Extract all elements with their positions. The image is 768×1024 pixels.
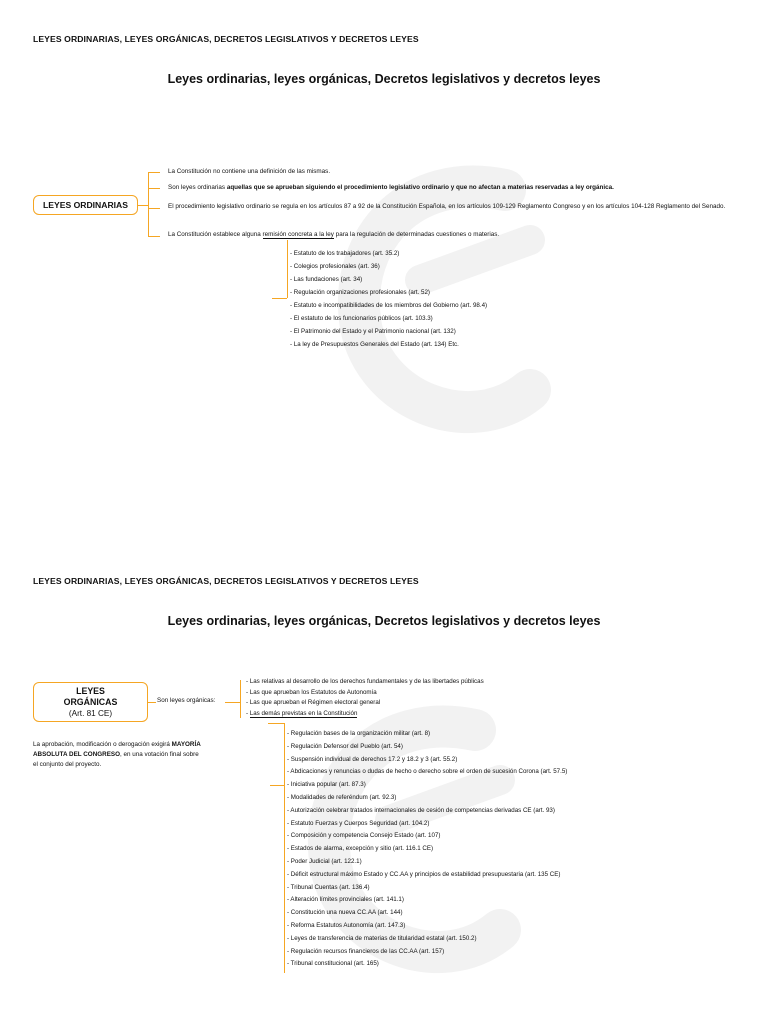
connector-line [148, 172, 149, 236]
connector-line [240, 680, 241, 718]
list-item: - Regulación Defensor del Pueblo (art. 54) [287, 742, 403, 750]
list-item: - Iniciativa popular (art. 87.3) [287, 781, 366, 789]
connector-line [148, 188, 160, 189]
list-item: - El Patrimonio del Estado y el Patrimonio nacional (art. 132) [290, 328, 456, 335]
page-header: LEYES ORDINARIAS, LEYES ORGÁNICAS, DECRETOS LEGISLATIVOS Y DECRETOS LEYES [33, 576, 419, 586]
connector-line [225, 702, 240, 703]
branch-remision [168, 230, 499, 239]
list-item: - Colegios profesionales (art. 36) [290, 263, 380, 270]
list-connector-line [272, 298, 287, 299]
list-item: - Reforma Estatutos Autonomía (art. 147.3) [287, 921, 406, 929]
branch-definition: La Constitución no contiene una definición de las mismas. [168, 168, 331, 175]
list-item: - Poder Judicial (art. 122.1) [287, 857, 362, 865]
list-item: - Las relativas al desarrollo de los derechos fundamentales y de las libertades públicas [246, 678, 484, 685]
list-item: - La ley de Presupuestos Generales del Estado (art. 134) Etc. [290, 341, 459, 348]
box-label: LEYES ORDINARIAS [43, 200, 128, 210]
connector-line [148, 702, 156, 703]
branch-remision-underlined: remisión concreta a la ley [262, 231, 334, 238]
branch-concept-bold: aquellas que se aprueban siguiendo el procedimiento legislativo ordinario y que no afectan a materias reservadas a ley orgánica. [226, 184, 614, 191]
note-text: La aprobación, modificación o derogación exigirá [33, 741, 172, 748]
list-connector-line [270, 785, 284, 786]
branch-concept [168, 183, 614, 192]
list-item: - Regulación recursos financieros de las CC.AA (art. 157) [287, 947, 445, 955]
connector-line [148, 172, 160, 173]
leyes-ordinarias-box [33, 195, 138, 215]
note-text-end: , en una votación final sobre el conjunto del proyecto. [33, 751, 199, 769]
approval-note [33, 740, 203, 770]
connector-line [148, 208, 160, 209]
remision-list [290, 247, 487, 351]
branch-remision-text: La Constitución establece alguna [168, 231, 263, 238]
list-item: - Regulación bases de la organización militar (art. 8) [287, 730, 431, 737]
branch-procedure: El procedimiento legislativo ordinario se regula en los artículos 87 a 92 de la Constitución Española, en los artículos 109-129 Reglamento Congreso y en los artículos 104-128 Reglamento del Senado. [168, 203, 726, 210]
list-item-underlined: Las demás previstas en la Constitución [249, 709, 358, 717]
list-connector-line [287, 240, 288, 298]
list-item: - Las que aprueban el Régimen electoral general [246, 699, 381, 706]
box-line-2: ORGÁNICAS [63, 696, 118, 707]
list-item: - Estados de alarma, excepción y sitio (art. 116.1 CE) [287, 845, 434, 853]
list-item: - Suspensión individual de derechos 17.2 y 18.2 y 3 (art. 55.2) [287, 755, 458, 763]
list-item: - Las que aprueban los Estatutos de Autonomía [246, 688, 377, 696]
box-line-3: (Art. 81 CE) [68, 708, 113, 718]
list-item: - Regulación organizaciones profesionales (art. 52) [290, 289, 430, 296]
page-title: Leyes ordinarias, leyes orgánicas, Decretos legislativos y decretos leyes [167, 614, 601, 628]
list-item: - Leyes de transferencia de materias de titularidad estatal (art. 150.2) [287, 934, 477, 942]
list-item: - Las fundaciones (art. 34) [290, 276, 363, 283]
list-item: - Tribunal constitucional (art. 165) [287, 960, 379, 968]
list-connector-line [268, 723, 284, 724]
list-item: - Composición y competencia Consejo Estado (art. 107) [287, 832, 441, 840]
list-item: - Déficit estructural máximo Estado y CC.AA y principios de estabilidad presupuestaria (art. 135 CE) [287, 870, 561, 878]
organicas-list [287, 728, 567, 971]
leyes-organicas-box [33, 682, 148, 722]
branch-concept-text: Son leyes ordinarias [168, 184, 227, 191]
list-item [246, 709, 484, 720]
list-item: - Tribunal Cuentas (art. 136.4) [287, 883, 370, 891]
page-title: Leyes ordinarias, leyes orgánicas, Decretos legislativos y decretos leyes [167, 72, 601, 86]
connector-line [148, 236, 160, 237]
son-label: Son leyes orgánicas: [157, 697, 216, 704]
connector-line [138, 205, 148, 206]
types-list [246, 677, 484, 719]
note-bold: MAYORÍA ABSOLUTA DEL CONGRESO [33, 741, 201, 759]
branch-remision-text-end: para la regulación de determinadas cuestiones o materias. [333, 231, 500, 238]
list-item: - El estatuto de los funcionarios públicos (art. 103.3) [290, 315, 433, 322]
list-connector-line [284, 723, 285, 973]
list-item: - Estatuto Fuerzas y Cuerpos Seguridad (art. 104.2) [287, 819, 430, 827]
box-line-1: LEYES [76, 685, 105, 696]
list-item: - Constitución una nueva CC.AA (art. 144) [287, 909, 403, 917]
list-item: - Abdicaciones y renuncias o dudas de hecho o derecho sobre el orden de sucesión Corona (art. 57.5) [287, 768, 568, 776]
list-item: - Estatuto e incompatibilidades de los miembros del Gobierno (art. 98.4) [290, 302, 488, 309]
list-item: - Autorización celebrar tratados internacionales de cesión de competencias derivadas CE (art. 93) [287, 806, 555, 814]
page-header: LEYES ORDINARIAS, LEYES ORGÁNICAS, DECRETOS LEGISLATIVOS Y DECRETOS LEYES [33, 34, 419, 44]
list-item: - Alteración límites provinciales (art. 141.1) [287, 896, 404, 904]
list-item: - Estatuto de los trabajadores (art. 35.2) [290, 250, 400, 257]
list-item-dash: - [246, 709, 250, 717]
list-item: - Modalidades de referéndum (art. 92.3) [287, 793, 397, 801]
